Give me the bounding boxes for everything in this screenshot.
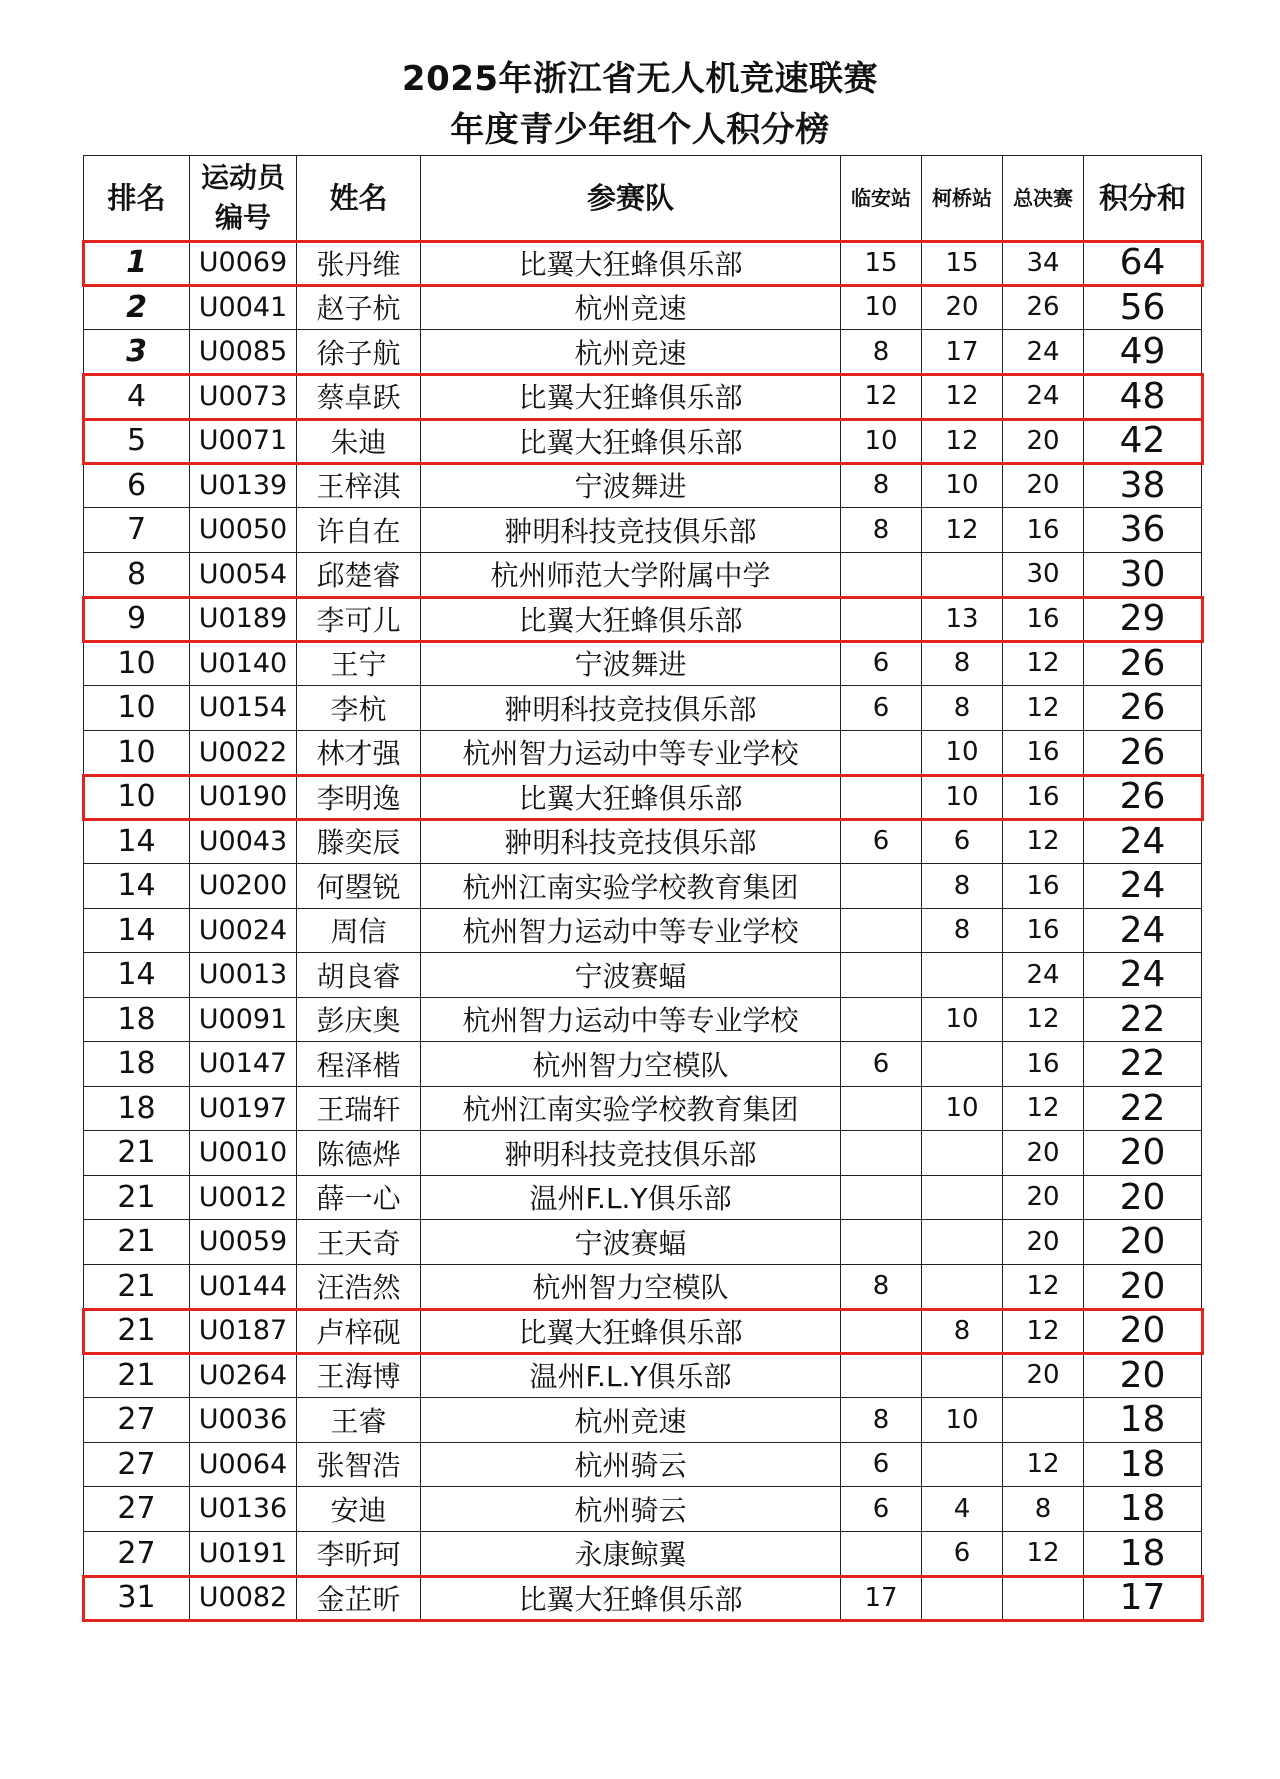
title-line-1: 2025年浙江省无人机竞速联赛: [401, 59, 879, 99]
rank-cell: 21: [84, 1220, 190, 1265]
linan-score-cell: 8: [841, 508, 922, 553]
table-row: [84, 463, 1202, 508]
final-score-cell: 16: [1003, 597, 1084, 642]
table-row: [84, 730, 1202, 775]
table-row: [84, 1487, 1202, 1532]
team-cell: 杭州骑云: [421, 1442, 841, 1487]
athlete-name-cell: 汪浩然: [297, 1264, 421, 1309]
rank-cell: 10: [84, 641, 190, 686]
table-row: [84, 374, 1202, 419]
rank-cell: 21: [84, 1175, 190, 1220]
keqiao-score-cell: 10: [922, 997, 1003, 1042]
team-cell: 比翼大狂蜂俱乐部: [421, 597, 841, 642]
table-row: [84, 1531, 1202, 1576]
table-row: [84, 686, 1202, 731]
total-score-cell: 26: [1084, 641, 1202, 686]
team-cell: 杭州竞速: [421, 285, 841, 330]
keqiao-score-cell: 10: [922, 463, 1003, 508]
team-cell: 宁波舞进: [421, 641, 841, 686]
team-cell: 温州F.L.Y俱乐部: [421, 1353, 841, 1398]
final-score-cell: 12: [1003, 1264, 1084, 1309]
linan-score-cell: 8: [841, 1398, 922, 1443]
table-row: [84, 1042, 1202, 1087]
rank-cell: 10: [84, 686, 190, 731]
total-score-cell: 24: [1084, 819, 1202, 864]
team-cell: 翀明科技竞技俱乐部: [421, 508, 841, 553]
rank-cell: 27: [84, 1487, 190, 1532]
team-cell: 杭州骑云: [421, 1487, 841, 1532]
final-score-cell: 12: [1003, 686, 1084, 731]
linan-score-cell: [841, 552, 922, 597]
linan-score-cell: 6: [841, 1042, 922, 1087]
team-cell: 比翼大狂蜂俱乐部: [421, 241, 841, 286]
linan-score-cell: 6: [841, 686, 922, 731]
total-score-cell: 18: [1084, 1442, 1202, 1487]
linan-score-cell: 17: [841, 1576, 922, 1621]
rank-cell: 31: [84, 1576, 190, 1621]
final-score-cell: 16: [1003, 508, 1084, 553]
total-score-cell: 26: [1084, 775, 1202, 820]
linan-score-cell: [841, 1220, 922, 1265]
final-score-cell: 12: [1003, 1531, 1084, 1576]
rank-cell: 18: [84, 1042, 190, 1087]
final-score-cell: 20: [1003, 1220, 1084, 1265]
team-cell: 温州F.L.Y俱乐部: [421, 1175, 841, 1220]
athlete-id-cell: U0073: [190, 374, 297, 419]
athlete-name-cell: 程泽楷: [297, 1042, 421, 1087]
athlete-id-cell: U0264: [190, 1353, 297, 1398]
table-row: [84, 819, 1202, 864]
rank-cell: 8: [84, 552, 190, 597]
header-keqiao: 柯桥站: [922, 156, 1003, 241]
total-score-cell: 20: [1084, 1175, 1202, 1220]
athlete-id-cell: U0197: [190, 1086, 297, 1131]
total-score-cell: 24: [1084, 864, 1202, 909]
athlete-id-cell: U0041: [190, 285, 297, 330]
keqiao-score-cell: 10: [922, 1398, 1003, 1443]
total-score-cell: 20: [1084, 1131, 1202, 1176]
keqiao-score-cell: 12: [922, 374, 1003, 419]
linan-score-cell: [841, 1131, 922, 1176]
team-cell: 杭州师范大学附属中学: [421, 552, 841, 597]
table-row: [84, 508, 1202, 553]
final-score-cell: 24: [1003, 374, 1084, 419]
keqiao-score-cell: 8: [922, 864, 1003, 909]
linan-score-cell: [841, 1531, 922, 1576]
athlete-id-cell: U0082: [190, 1576, 297, 1621]
athlete-id-cell: U0187: [190, 1309, 297, 1354]
team-cell: 永康鲸翼: [421, 1531, 841, 1576]
table-row: [84, 1086, 1202, 1131]
keqiao-score-cell: 6: [922, 819, 1003, 864]
rank-cell: 14: [84, 819, 190, 864]
team-cell: 杭州江南实验学校教育集团: [421, 864, 841, 909]
header-athlete-id-line1: 运动员: [200, 161, 285, 194]
header-athlete-id-line2: 编号: [214, 201, 271, 234]
linan-score-cell: 6: [841, 819, 922, 864]
athlete-id-cell: U0147: [190, 1042, 297, 1087]
header-final: 总决赛: [1003, 156, 1084, 241]
table-row: [84, 1264, 1202, 1309]
table-row: [84, 775, 1202, 820]
rank-cell: 7: [84, 508, 190, 553]
athlete-id-cell: U0144: [190, 1264, 297, 1309]
total-score-cell: 24: [1084, 953, 1202, 998]
final-score-cell: 12: [1003, 1086, 1084, 1131]
header-total: 积分和: [1084, 156, 1202, 241]
rank-cell: 10: [84, 775, 190, 820]
final-score-cell: 12: [1003, 1309, 1084, 1354]
keqiao-score-cell: [922, 1442, 1003, 1487]
linan-score-cell: [841, 1309, 922, 1354]
rank-cell: 21: [84, 1309, 190, 1354]
rank-cell: 27: [84, 1442, 190, 1487]
athlete-id-cell: U0085: [190, 330, 297, 375]
table-row: [84, 997, 1202, 1042]
athlete-name-cell: 赵子杭: [297, 285, 421, 330]
team-cell: 杭州智力空模队: [421, 1264, 841, 1309]
linan-score-cell: 15: [841, 241, 922, 286]
rank-cell: 14: [84, 864, 190, 909]
athlete-name-cell: 李昕珂: [297, 1531, 421, 1576]
header-rank: 排名: [84, 156, 190, 241]
linan-score-cell: 8: [841, 330, 922, 375]
athlete-name-cell: 王梓淇: [297, 463, 421, 508]
keqiao-score-cell: 10: [922, 1086, 1003, 1131]
total-score-cell: 18: [1084, 1531, 1202, 1576]
header-name: 姓名: [297, 156, 421, 241]
linan-score-cell: 8: [841, 1264, 922, 1309]
rank-cell: 4: [84, 374, 190, 419]
linan-score-cell: 10: [841, 285, 922, 330]
keqiao-score-cell: 10: [922, 730, 1003, 775]
ranking-table: [83, 155, 1202, 1621]
athlete-id-cell: U0189: [190, 597, 297, 642]
athlete-id-cell: U0154: [190, 686, 297, 731]
rank-cell: 9: [84, 597, 190, 642]
final-score-cell: 16: [1003, 730, 1084, 775]
final-score-cell: 20: [1003, 419, 1084, 464]
linan-score-cell: 8: [841, 463, 922, 508]
athlete-name-cell: 王海博: [297, 1353, 421, 1398]
linan-score-cell: [841, 864, 922, 909]
final-score-cell: 16: [1003, 1042, 1084, 1087]
total-score-cell: 30: [1084, 552, 1202, 597]
final-score-cell: 20: [1003, 1175, 1084, 1220]
athlete-id-cell: U0012: [190, 1175, 297, 1220]
keqiao-score-cell: 12: [922, 508, 1003, 553]
athlete-id-cell: U0191: [190, 1531, 297, 1576]
rank-cell: 14: [84, 908, 190, 953]
table-header-row: [84, 156, 1202, 241]
table-row: [84, 419, 1202, 464]
team-cell: 杭州竞速: [421, 330, 841, 375]
team-cell: 比翼大狂蜂俱乐部: [421, 775, 841, 820]
rank-cell: 18: [84, 1086, 190, 1131]
athlete-name-cell: 徐子航: [297, 330, 421, 375]
athlete-name-cell: 李可儿: [297, 597, 421, 642]
rank-cell: 3: [84, 330, 190, 375]
final-score-cell: [1003, 1576, 1084, 1621]
total-score-cell: 56: [1084, 285, 1202, 330]
team-cell: 比翼大狂蜂俱乐部: [421, 419, 841, 464]
total-score-cell: 22: [1084, 1086, 1202, 1131]
athlete-name-cell: 王睿: [297, 1398, 421, 1443]
athlete-id-cell: U0036: [190, 1398, 297, 1443]
total-score-cell: 18: [1084, 1398, 1202, 1443]
total-score-cell: 18: [1084, 1487, 1202, 1532]
team-cell: 宁波赛蝠: [421, 1220, 841, 1265]
linan-score-cell: 6: [841, 641, 922, 686]
team-cell: 宁波舞进: [421, 463, 841, 508]
athlete-id-cell: U0054: [190, 552, 297, 597]
linan-score-cell: [841, 1086, 922, 1131]
keqiao-score-cell: 8: [922, 1309, 1003, 1354]
athlete-name-cell: 王宁: [297, 641, 421, 686]
final-score-cell: 12: [1003, 1442, 1084, 1487]
athlete-name-cell: 金芷昕: [297, 1576, 421, 1621]
athlete-name-cell: 王瑞轩: [297, 1086, 421, 1131]
final-score-cell: 20: [1003, 463, 1084, 508]
table-row: [84, 1131, 1202, 1176]
athlete-id-cell: U0064: [190, 1442, 297, 1487]
page-title: [0, 54, 1280, 156]
table-row: [84, 1309, 1202, 1354]
keqiao-score-cell: [922, 953, 1003, 998]
rank-cell: 1: [84, 241, 190, 286]
athlete-id-cell: U0024: [190, 908, 297, 953]
linan-score-cell: [841, 1175, 922, 1220]
table-row: [84, 1398, 1202, 1443]
table-row: [84, 241, 1202, 286]
athlete-name-cell: 彭庆奥: [297, 997, 421, 1042]
rank-cell: 21: [84, 1131, 190, 1176]
linan-score-cell: [841, 997, 922, 1042]
final-score-cell: 20: [1003, 1353, 1084, 1398]
team-cell: 杭州竞速: [421, 1398, 841, 1443]
athlete-name-cell: 薛一心: [297, 1175, 421, 1220]
keqiao-score-cell: 4: [922, 1487, 1003, 1532]
athlete-id-cell: U0071: [190, 419, 297, 464]
rank-cell: 2: [84, 285, 190, 330]
team-cell: 比翼大狂蜂俱乐部: [421, 1309, 841, 1354]
final-score-cell: 12: [1003, 641, 1084, 686]
keqiao-score-cell: 13: [922, 597, 1003, 642]
linan-score-cell: [841, 1353, 922, 1398]
linan-score-cell: 6: [841, 1442, 922, 1487]
linan-score-cell: [841, 953, 922, 998]
linan-score-cell: [841, 730, 922, 775]
athlete-name-cell: 滕奕辰: [297, 819, 421, 864]
athlete-name-cell: 陈德烨: [297, 1131, 421, 1176]
athlete-id-cell: U0022: [190, 730, 297, 775]
team-cell: 杭州智力空模队: [421, 1042, 841, 1087]
linan-score-cell: [841, 908, 922, 953]
table-row: [84, 641, 1202, 686]
athlete-id-cell: U0010: [190, 1131, 297, 1176]
athlete-id-cell: U0069: [190, 241, 297, 286]
rank-cell: 21: [84, 1264, 190, 1309]
rank-cell: 21: [84, 1353, 190, 1398]
total-score-cell: 49: [1084, 330, 1202, 375]
team-cell: 杭州江南实验学校教育集团: [421, 1086, 841, 1131]
title-line-2: 年度青少年组个人积分榜: [450, 110, 830, 150]
final-score-cell: 24: [1003, 330, 1084, 375]
keqiao-score-cell: [922, 1576, 1003, 1621]
table-row: [84, 1442, 1202, 1487]
table-row: [84, 953, 1202, 998]
total-score-cell: 42: [1084, 419, 1202, 464]
final-score-cell: 20: [1003, 1131, 1084, 1176]
athlete-name-cell: 许自在: [297, 508, 421, 553]
keqiao-score-cell: [922, 1264, 1003, 1309]
athlete-id-cell: U0136: [190, 1487, 297, 1532]
final-score-cell: 34: [1003, 241, 1084, 286]
linan-score-cell: 10: [841, 419, 922, 464]
final-score-cell: 24: [1003, 953, 1084, 998]
final-score-cell: 30: [1003, 552, 1084, 597]
team-cell: 杭州智力运动中等专业学校: [421, 908, 841, 953]
athlete-name-cell: 胡良睿: [297, 953, 421, 998]
athlete-id-cell: U0139: [190, 463, 297, 508]
ranking-body: [84, 241, 1202, 1621]
total-score-cell: 38: [1084, 463, 1202, 508]
team-cell: 杭州智力运动中等专业学校: [421, 997, 841, 1042]
final-score-cell: 12: [1003, 997, 1084, 1042]
athlete-name-cell: 安迪: [297, 1487, 421, 1532]
team-cell: 翀明科技竞技俱乐部: [421, 686, 841, 731]
total-score-cell: 36: [1084, 508, 1202, 553]
athlete-id-cell: U0043: [190, 819, 297, 864]
rank-cell: 14: [84, 953, 190, 998]
athlete-name-cell: 周信: [297, 908, 421, 953]
linan-score-cell: 12: [841, 374, 922, 419]
table-row: [84, 908, 1202, 953]
header-linan: 临安站: [841, 156, 922, 241]
table-row: [84, 552, 1202, 597]
final-score-cell: [1003, 1398, 1084, 1443]
keqiao-score-cell: [922, 552, 1003, 597]
rank-cell: 10: [84, 730, 190, 775]
rank-cell: 27: [84, 1531, 190, 1576]
table-row: [84, 1175, 1202, 1220]
table-row: [84, 864, 1202, 909]
rank-cell: 27: [84, 1398, 190, 1443]
total-score-cell: 20: [1084, 1353, 1202, 1398]
total-score-cell: 20: [1084, 1264, 1202, 1309]
header-athlete-id: [190, 156, 297, 241]
total-score-cell: 29: [1084, 597, 1202, 642]
athlete-id-cell: U0091: [190, 997, 297, 1042]
keqiao-score-cell: [922, 1353, 1003, 1398]
athlete-id-cell: U0190: [190, 775, 297, 820]
linan-score-cell: [841, 775, 922, 820]
total-score-cell: 64: [1084, 241, 1202, 286]
final-score-cell: 16: [1003, 908, 1084, 953]
athlete-id-cell: U0059: [190, 1220, 297, 1265]
linan-score-cell: 6: [841, 1487, 922, 1532]
table-row: [84, 285, 1202, 330]
final-score-cell: 8: [1003, 1487, 1084, 1532]
athlete-name-cell: 李杭: [297, 686, 421, 731]
athlete-id-cell: U0200: [190, 864, 297, 909]
athlete-name-cell: 林才强: [297, 730, 421, 775]
keqiao-score-cell: [922, 1042, 1003, 1087]
table-row: [84, 1353, 1202, 1398]
final-score-cell: 26: [1003, 285, 1084, 330]
athlete-name-cell: 李明逸: [297, 775, 421, 820]
team-cell: 杭州智力运动中等专业学校: [421, 730, 841, 775]
total-score-cell: 22: [1084, 997, 1202, 1042]
rank-cell: 6: [84, 463, 190, 508]
team-cell: 宁波赛蝠: [421, 953, 841, 998]
keqiao-score-cell: 8: [922, 641, 1003, 686]
keqiao-score-cell: 15: [922, 241, 1003, 286]
team-cell: 比翼大狂蜂俱乐部: [421, 1576, 841, 1621]
table-row: [84, 1220, 1202, 1265]
athlete-name-cell: 卢梓砚: [297, 1309, 421, 1354]
total-score-cell: 20: [1084, 1309, 1202, 1354]
athlete-id-cell: U0140: [190, 641, 297, 686]
keqiao-score-cell: [922, 1131, 1003, 1176]
total-score-cell: 48: [1084, 374, 1202, 419]
keqiao-score-cell: 17: [922, 330, 1003, 375]
athlete-name-cell: 王天奇: [297, 1220, 421, 1265]
table-row: [84, 597, 1202, 642]
final-score-cell: 16: [1003, 775, 1084, 820]
athlete-name-cell: 邱楚睿: [297, 552, 421, 597]
athlete-id-cell: U0050: [190, 508, 297, 553]
rank-cell: 5: [84, 419, 190, 464]
athlete-name-cell: 何曌锐: [297, 864, 421, 909]
keqiao-score-cell: [922, 1175, 1003, 1220]
team-cell: 比翼大狂蜂俱乐部: [421, 374, 841, 419]
rank-cell: 18: [84, 997, 190, 1042]
keqiao-score-cell: 12: [922, 419, 1003, 464]
keqiao-score-cell: 8: [922, 686, 1003, 731]
athlete-name-cell: 张丹维: [297, 241, 421, 286]
table-row: [84, 1576, 1202, 1621]
total-score-cell: 22: [1084, 1042, 1202, 1087]
team-cell: 翀明科技竞技俱乐部: [421, 1131, 841, 1176]
athlete-name-cell: 朱迪: [297, 419, 421, 464]
keqiao-score-cell: [922, 1220, 1003, 1265]
team-cell: 翀明科技竞技俱乐部: [421, 819, 841, 864]
keqiao-score-cell: 10: [922, 775, 1003, 820]
athlete-name-cell: 张智浩: [297, 1442, 421, 1487]
table-row: [84, 330, 1202, 375]
total-score-cell: 17: [1084, 1576, 1202, 1621]
keqiao-score-cell: 20: [922, 285, 1003, 330]
total-score-cell: 26: [1084, 730, 1202, 775]
final-score-cell: 16: [1003, 864, 1084, 909]
keqiao-score-cell: 6: [922, 1531, 1003, 1576]
final-score-cell: 12: [1003, 819, 1084, 864]
keqiao-score-cell: 8: [922, 908, 1003, 953]
header-team: 参赛队: [421, 156, 841, 241]
total-score-cell: 20: [1084, 1220, 1202, 1265]
total-score-cell: 26: [1084, 686, 1202, 731]
total-score-cell: 24: [1084, 908, 1202, 953]
linan-score-cell: [841, 597, 922, 642]
athlete-name-cell: 蔡卓跃: [297, 374, 421, 419]
athlete-id-cell: U0013: [190, 953, 297, 998]
